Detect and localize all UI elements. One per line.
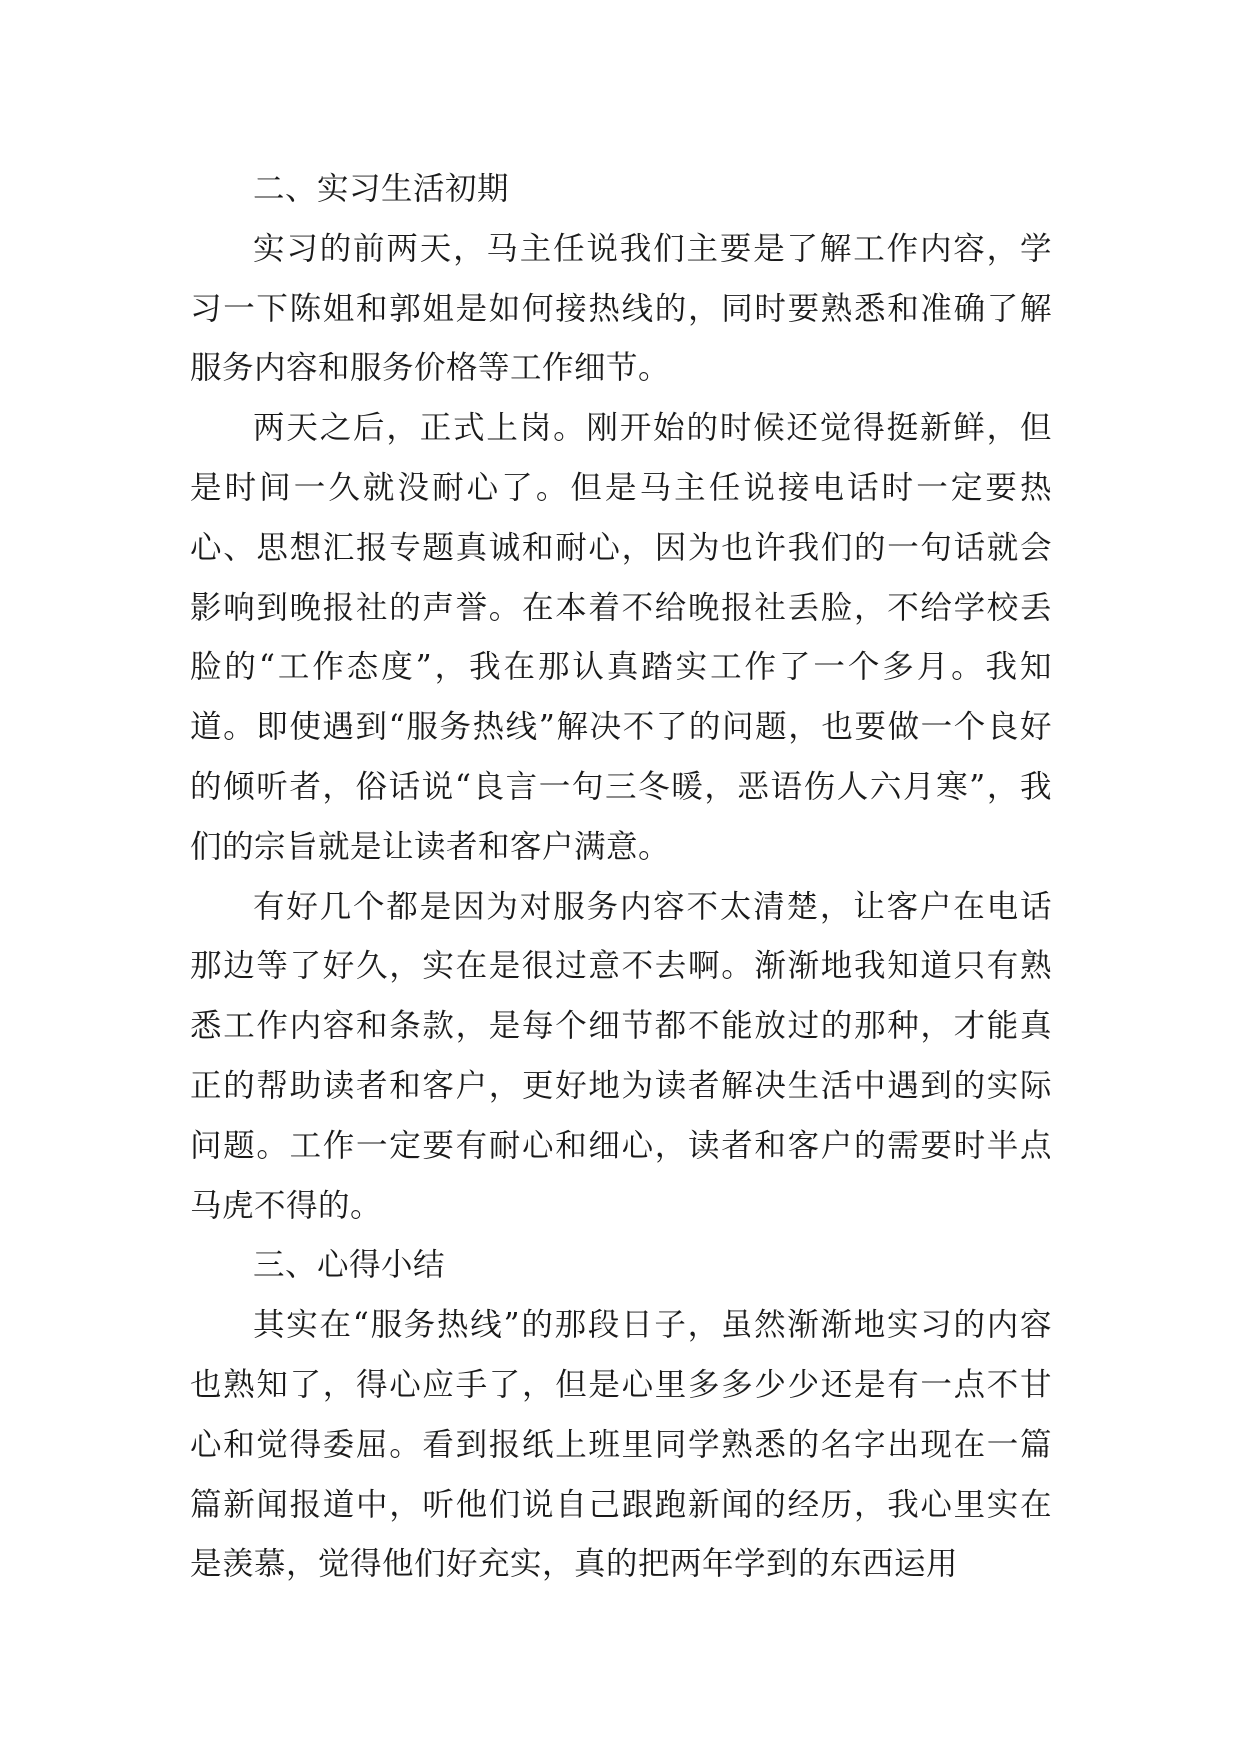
- paragraph-first-two-days: 实习的前两天，马主任说我们主要是了解工作内容，学习一下陈姐和郭姐是如何接热线的，同时要熟悉和准确了解服务内容和服务价格等工作细节。: [190, 230, 1052, 387]
- section-heading-internship-start: 二、实习生活初期: [253, 171, 510, 207]
- paragraph-service-details: 有好几个都是因为对服务内容不太清楚，让客户在电话那边等了好久，实在是很过意不去啊。渐渐地我知道只有熟悉工作内容和条款，是每个细节都不能放过的那种，才能真正的帮助读者和客户，更好地为读者解决生活中遇到的实际问题。工作一定要有耐心和细心，读者和客户的需要时半点马虎不得的。: [190, 888, 1052, 1224]
- paragraph-on-duty: 两天之后，正式上岗。刚开始的时候还觉得挺新鲜，但是时间一久就没耐心了。但是马主任说接电话时一定要热心、思想汇报专题真诚和耐心，因为也许我们的一句话就会影响到晚报社的声誉。在本着不给晚报社丢脸，不给学校丢脸的“工作态度”，我在那认真踏实工作了一个多月。我知道。即使遇到“服务热线”解决不了的问题，也要做一个良好的倾听者，俗话说“良言一句三冬暖，恶语伤人六月寒”，我们的宗旨就是让读者和客户满意。: [190, 410, 1052, 865]
- document-body: [190, 160, 1052, 1595]
- paragraph-reflection: 其实在“服务热线”的那段日子，虽然渐渐地实习的内容也熟知了，得心应手了，但是心里多多少少还是有一点不甘心和觉得委屈。看到报纸上班里同学熟悉的名字出现在一篇篇新闻报道中，听他们说自己跟跑新闻的经历，我心里实在是羡慕，觉得他们好充实，真的把两年学到的东西运用: [190, 1307, 1052, 1583]
- section-heading-summary: 三、心得小结: [253, 1247, 446, 1284]
